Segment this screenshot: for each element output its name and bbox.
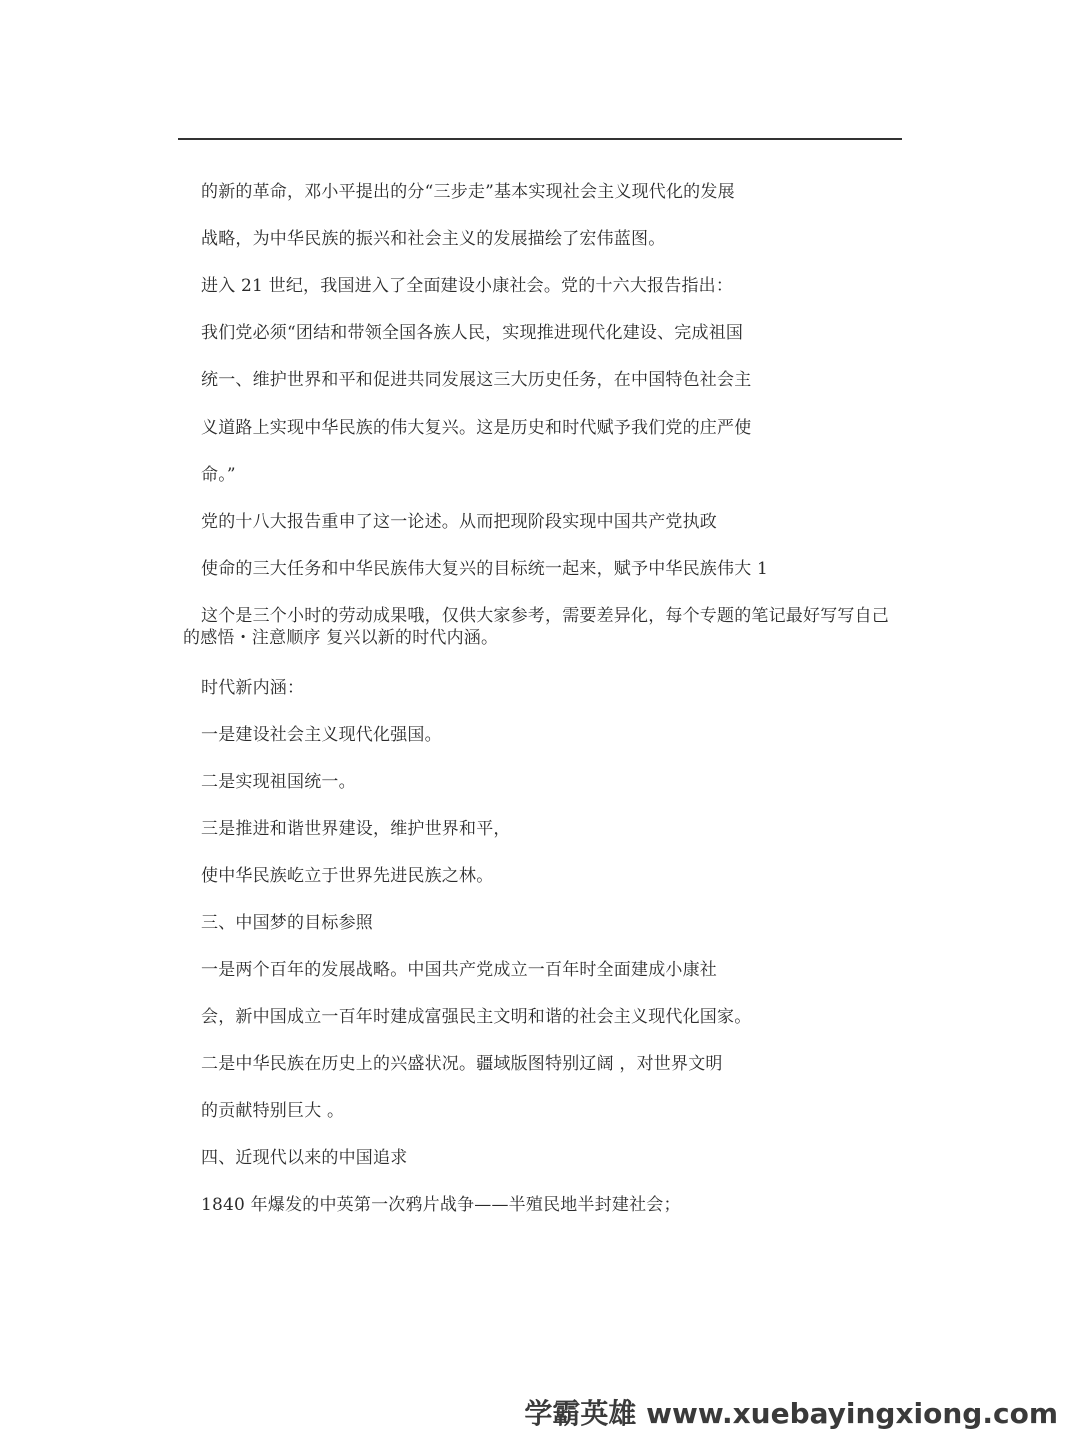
text-line: 一是建设社会主义现代化强国。 xyxy=(201,725,442,745)
text-line: 命。” xyxy=(201,465,236,485)
text-line: 时代新内涵： xyxy=(201,678,305,698)
note-paragraph: 这个是三个小时的劳动成果哦，仅供大家参考，需要差异化，每个专题的笔记最好写写自己的感悟・注意顺序 复兴以新的时代内涵。 xyxy=(183,606,889,648)
section-heading: 四、近现代以来的中国追求 xyxy=(201,1148,408,1168)
section-heading: 三、中国梦的目标参照 xyxy=(201,913,373,933)
text-line: 的贡献特别巨大 。 xyxy=(201,1101,345,1121)
text-line: 会，新中国成立一百年时建成富强民主文明和谐的社会主义现代化国家。 xyxy=(201,1007,752,1027)
text-line: 使中华民族屹立于世界先进民族之林。 xyxy=(201,866,494,886)
text-line: 的新的革命，邓小平提出的分“三步走”基本实现社会主义现代化的发展 xyxy=(201,182,735,202)
text-line: 党的十八大报告重申了这一论述。从而把现阶段实现中国共产党执政 xyxy=(201,512,717,532)
text-line: 二是中华民族在历史上的兴盛状况。疆域版图特别辽阔 ，对世界文明 xyxy=(201,1054,723,1074)
text-line: 三是推进和谐世界建设，维护世界和平， xyxy=(201,819,511,839)
text-line: 我们党必须“团结和带领全国各族人民，实现推进现代化建设、完成祖国 xyxy=(201,323,744,343)
text-line: 进入 21 世纪，我国进入了全面建设小康社会。党的十六大报告指出： xyxy=(201,276,734,296)
header-rule xyxy=(178,138,902,140)
text-line: 使命的三大任务和中华民族伟大复兴的目标统一起来，赋予中华民族伟大 1 xyxy=(201,559,769,579)
text-line: 战略，为中华民族的振兴和社会主义的发展描绘了宏伟蓝图。 xyxy=(201,229,666,249)
text-line: 统一、维护世界和平和促进共同发展这三大历史任务，在中国特色社会主 xyxy=(201,370,752,390)
text-line: 一是两个百年的发展战略。中国共产党成立一百年时全面建成小康社 xyxy=(201,960,717,980)
text-line: 1840 年爆发的中英第一次鸦片战争——半殖民地半封建社会； xyxy=(201,1195,681,1215)
site-watermark: 学霸英雄 www.xuebayingxiong.com xyxy=(524,1397,1058,1430)
text-line: 义道路上实现中华民族的伟大复兴。这是历史和时代赋予我们党的庄严使 xyxy=(201,418,752,438)
text-line: 二是实现祖国统一。 xyxy=(201,772,356,792)
